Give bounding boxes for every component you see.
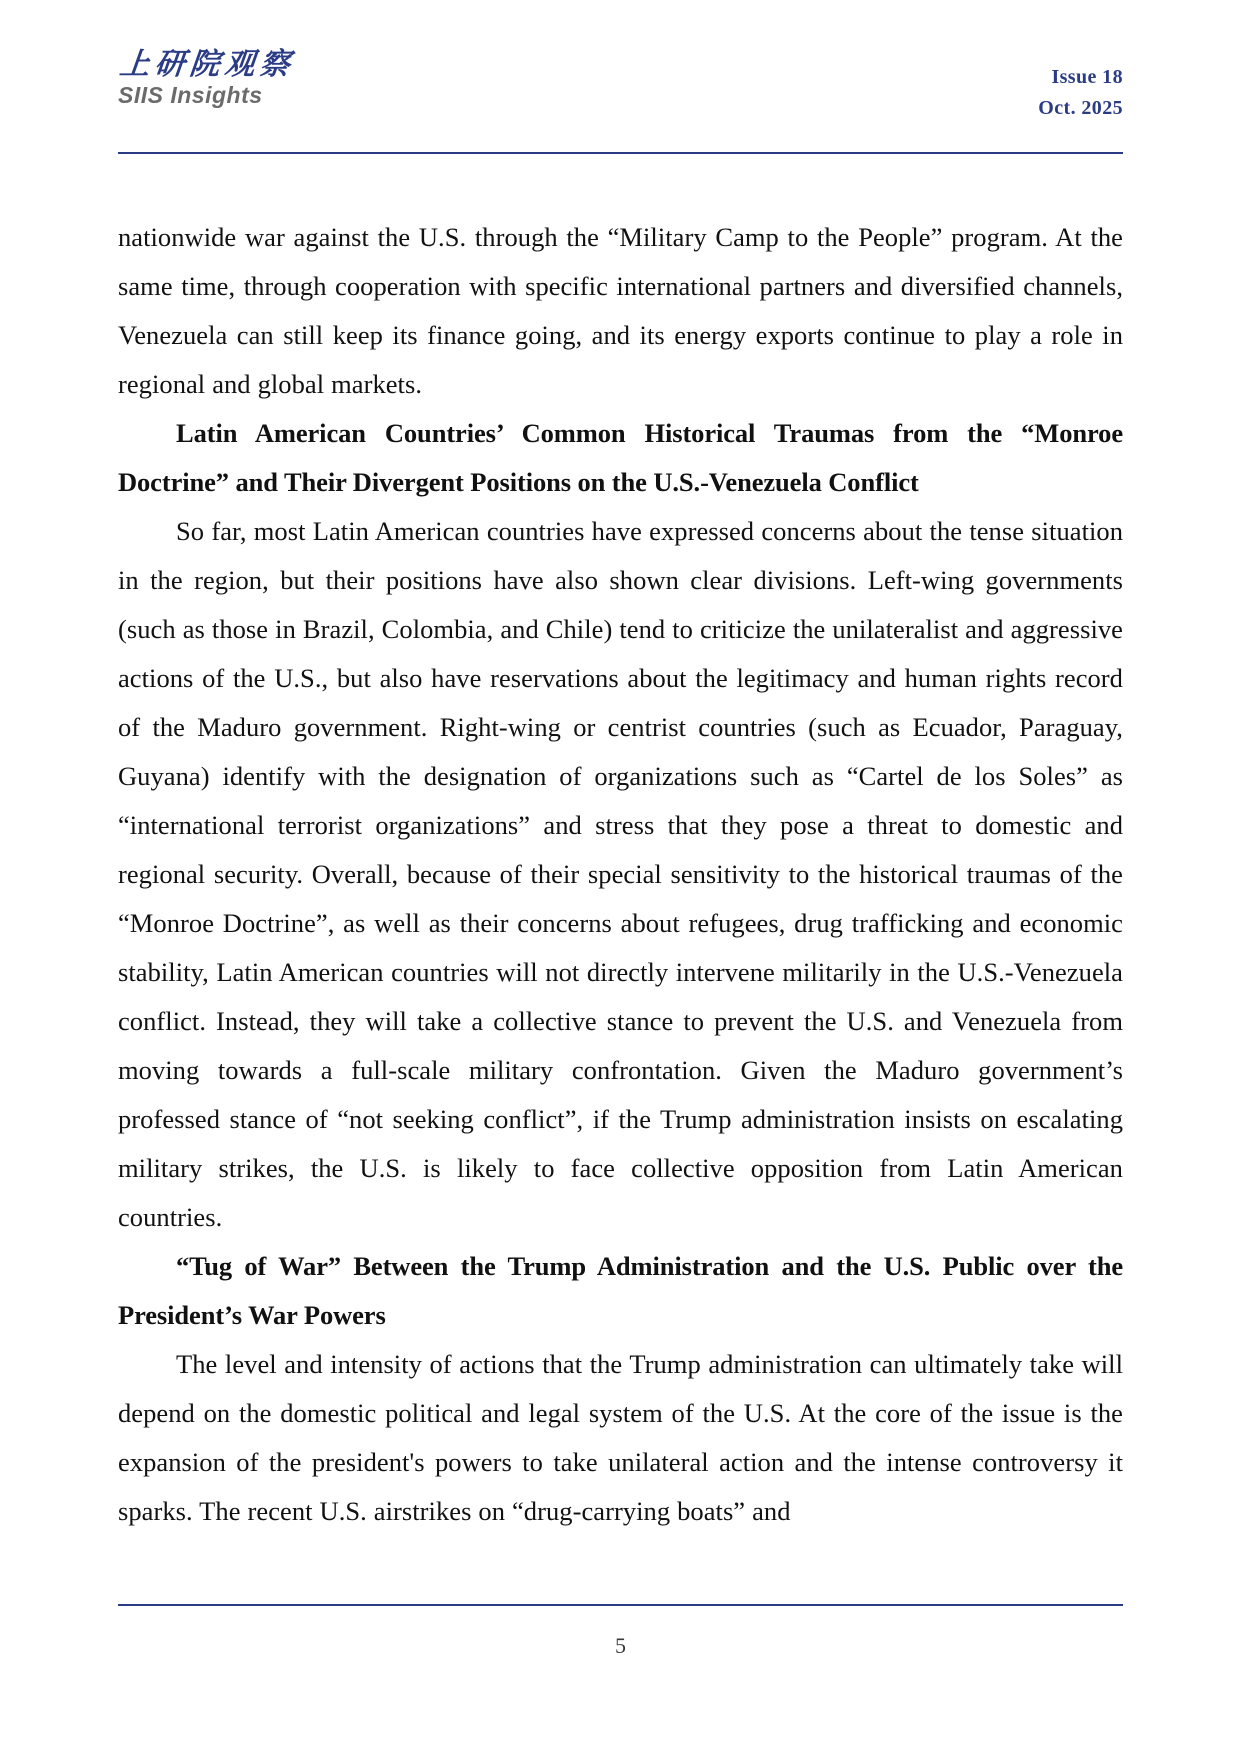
masthead-chinese-title: 上研院观察 bbox=[117, 47, 297, 82]
page-content bbox=[118, 213, 1123, 1536]
masthead-logo bbox=[118, 48, 538, 108]
issue-number: Issue 18 bbox=[1051, 66, 1123, 88]
section-heading-latin-american-countries: Latin American Countries’ Common Historical Traumas from the “Monroe Doctrine” and Their Divergent Positions on the U.S.-Venezuela Conflict bbox=[118, 418, 1123, 497]
header-divider-rule bbox=[118, 152, 1123, 154]
footer-divider-rule bbox=[118, 1604, 1123, 1606]
issue-info bbox=[823, 62, 1123, 124]
page-number: 5 bbox=[615, 1633, 626, 1658]
body-paragraph-war-powers: The level and intensity of actions that the Trump administration can ultimately take will depend on the domestic political and legal system of the U.S. At the core of the issue is the expansion of the president's powers to take unilateral action and the intense controversy it sparks. The recent U.S. airstrikes on “drug-carrying boats” and bbox=[118, 1349, 1123, 1526]
body-paragraph-latin-american-positions: So far, most Latin American countries have expressed concerns about the tense situation in the region, but their positions have also shown clear divisions. Left-wing governments (such as those in Brazil, Colombia, and Chile) tend to criticize the unilateralist and aggressive actions of the U.S., but also have reservations about the legitimacy and human rights record of the Maduro government. Right-wing or centrist countries (such as Ecuador, Paraguay, Guyana) identify with the designation of organizations such as “Cartel de los Soles” as “international terrorist organizations” and stress that they pose a threat to domestic and regional security. Overall, because of their special sensitivity to the historical traumas of the “Monroe Doctrine”, as well as their concerns about refugees, drug trafficking and economic stability, Latin American countries will not directly intervene militarily in the U.S.-Venezuela conflict. Instead, they will take a collective stance to prevent the U.S. and Venezuela from moving towards a full-scale military confrontation. Given the Maduro government’s professed stance of “not seeking conflict”, if the Trump administration insists on escalating military strikes, the U.S. is likely to face collective opposition from Latin American countries. bbox=[118, 516, 1123, 1232]
section-heading-tug-of-war: “Tug of War” Between the Trump Administration and the U.S. Public over the President’s War Powers bbox=[118, 1251, 1123, 1330]
body-paragraph-continued: nationwide war against the U.S. through the “Military Camp to the People” program. At the same time, through cooperation with specific international partners and diversified channels, Venezuela can still keep its finance going, and its energy exports continue to play a role in regional and global markets. bbox=[118, 222, 1123, 399]
masthead-english-title: SIIS Insights bbox=[118, 82, 263, 108]
issue-date: Oct. 2025 bbox=[1038, 97, 1123, 119]
page-header bbox=[118, 44, 1123, 134]
